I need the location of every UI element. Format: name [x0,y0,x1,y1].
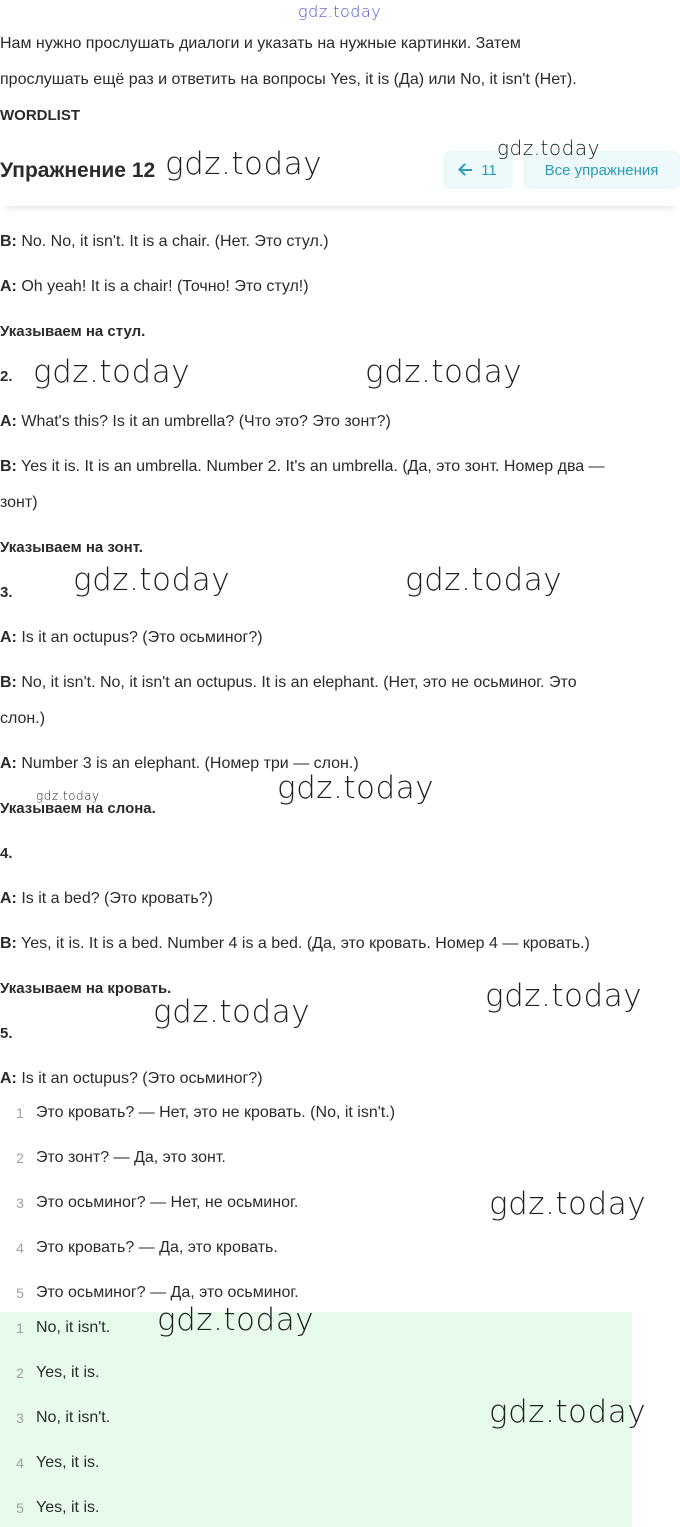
answer-text: No, it isn't. [36,1319,111,1336]
watermark: gdz.today [497,136,600,160]
answer-text: No, it isn't. [36,1409,111,1426]
dialog-text: Oh yeah! It is a chair! (Точно! Это стул!) [16,278,309,295]
question-text: Это осьминог? — Да, это осьминог. [36,1284,299,1301]
question-text: Это кровать? — Да, это кровать. [36,1239,278,1256]
dialog-line-continued: слон.) [0,710,46,727]
dialog-line [0,934,590,954]
question-item [8,1104,395,1122]
question-text: Это осьминог? — Нет, не осьминог. [36,1194,299,1211]
item-number: 4. [0,845,13,862]
dialog-text: Yes, it is. It is a bed. Number 4 is a bed. (Да, это кровать. Номер 4 — кровать.) [16,935,590,952]
answer-text: Yes, it is. [36,1454,100,1471]
wordlist-link[interactable]: WORDLIST [0,107,80,124]
question-item [8,1149,226,1167]
speaker-label: B: [0,458,17,475]
list-number: 3 [16,1195,24,1211]
answer-item [8,1364,99,1382]
intro-line-2: прослушать ещё раз и ответить на вопросы Yes, it is (Да) или No, it isn't (Нет). [0,71,577,88]
dialog-text: No, it isn't. No, it isn't an octupus. It is an elephant. (Нет, это не осьминог. Это [16,674,577,691]
answer-item [8,1319,110,1337]
question-text: Это зонт? — Да, это зонт. [36,1149,226,1166]
list-number: 5 [16,1285,24,1301]
watermark: gdz.today [365,354,523,390]
dialog-line [0,628,263,648]
instruction: Указываем на стул. [0,323,146,340]
watermark: gdz.today [73,562,231,598]
speaker-label: B: [0,674,17,691]
speaker-label: A: [0,413,17,430]
dialog-line [0,889,213,909]
speaker-label: A: [0,1070,17,1087]
answer-item [8,1499,99,1517]
list-number: 2 [16,1365,24,1381]
dialog-line [0,673,577,693]
speaker-label: B: [0,233,17,250]
watermark: gdz.today [277,770,435,806]
watermark: gdz.today [36,789,100,803]
dialog-text: No. No, it isn't. It is a chair. (Нет. Это стул.) [16,233,329,250]
dialog-line [0,457,605,477]
question-item [8,1239,278,1257]
dialog-line-continued: зонт) [0,494,38,511]
dialog-line [0,277,309,297]
question-item [8,1284,299,1302]
speaker-label: A: [0,629,17,646]
answer-item [8,1409,110,1427]
dialog-line [0,1069,263,1089]
prev-exercise-label: 11 [481,161,497,179]
intro-line-1: Нам нужно прослушать диалоги и указать на нужные картинки. Затем [0,35,521,52]
watermark: gdz.today [165,146,323,182]
dialog-text: Is it a bed? (Это кровать?) [16,890,213,907]
watermark: gdz.today [489,1394,647,1430]
dialog-line [0,412,391,432]
watermark: gdz.today [298,2,382,21]
watermark: gdz.today [489,1186,647,1222]
answer-item [8,1454,99,1472]
dialog-text: Yes it is. It is an umbrella. Number 2. It's an umbrella. (Да, это зонт. Номер два — [16,458,605,475]
watermark: gdz.today [157,1302,315,1338]
answer-text: Yes, it is. [36,1364,100,1381]
watermark: gdz.today [405,562,563,598]
arrow-left-icon [459,164,473,176]
instruction: Указываем на кровать. [0,980,172,997]
all-exercises-label: Все упражнения [544,161,659,179]
list-number: 4 [16,1240,24,1256]
question-text: Это кровать? — Нет, это не кровать. (No, it isn't.) [36,1104,396,1121]
dialog-line [0,232,329,252]
dialog-text: Is it an octupus? (Это осьминог?) [16,629,263,646]
dialog-text: Number 3 is an elephant. (Номер три — слон.) [16,755,359,772]
dialog-text: What's this? Is it an umbrella? (Что это? Это зонт?) [16,413,391,430]
watermark: gdz.today [33,354,191,390]
item-number: 3. [0,584,13,601]
instruction: Указываем на зонт. [0,539,143,556]
speaker-label: A: [0,755,17,772]
list-number: 1 [16,1105,24,1121]
item-number: 2. [0,368,13,385]
instruction: Указываем на слона. [0,800,156,817]
dialog-text: Is it an octupus? (Это осьминог?) [16,1070,263,1087]
page-title: Упражнение 12 [0,159,156,182]
list-number: 2 [16,1150,24,1166]
item-number: 5. [0,1025,13,1042]
speaker-label: A: [0,890,17,907]
speaker-label: B: [0,935,17,952]
list-number: 5 [16,1500,24,1516]
list-number: 1 [16,1320,24,1336]
list-number: 4 [16,1455,24,1471]
watermark: gdz.today [153,994,311,1030]
list-number: 3 [16,1410,24,1426]
answer-text: Yes, it is. [36,1499,100,1516]
watermark: gdz.today [485,978,643,1014]
question-item [8,1194,298,1212]
speaker-label: A: [0,278,17,295]
